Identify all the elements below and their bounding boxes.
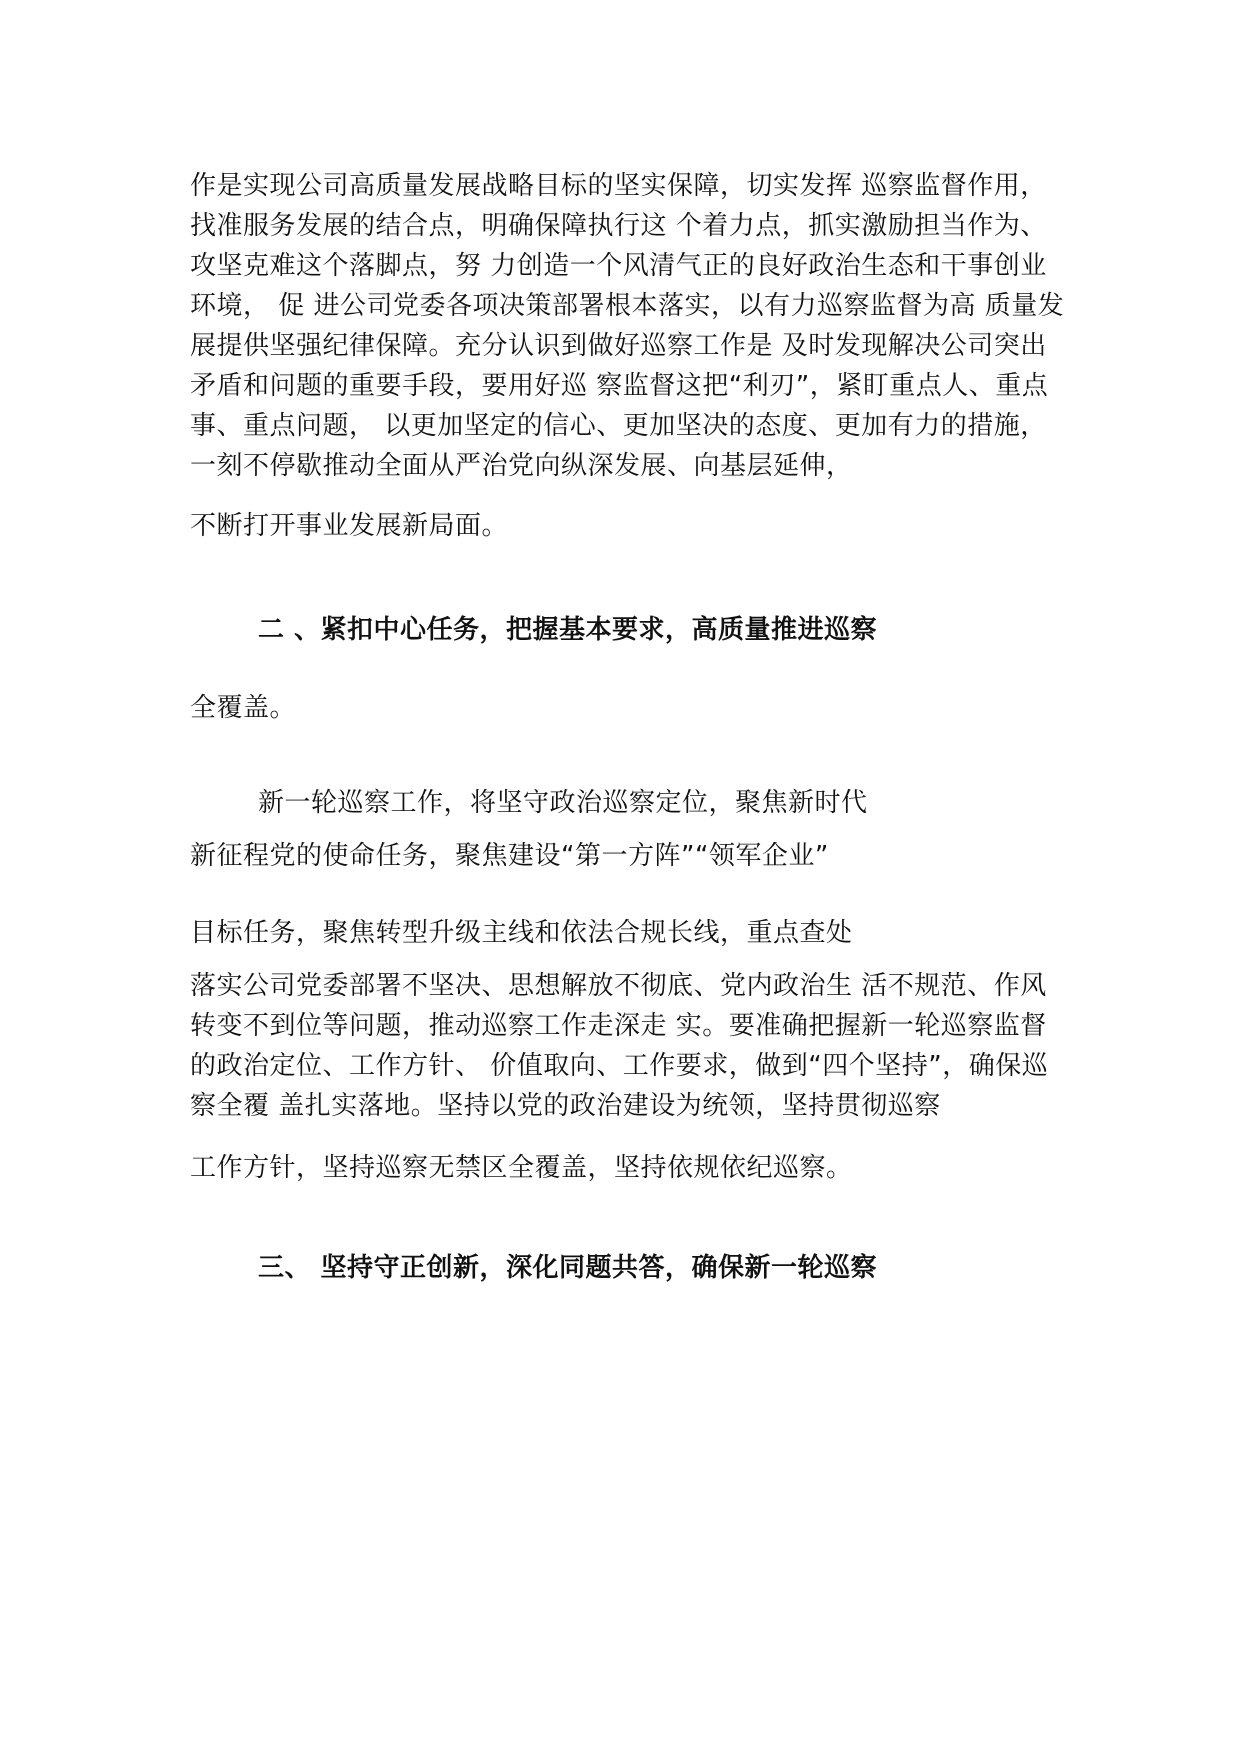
body-text-line: 一刻不停歇推动全面从严治党向纵深发展、向基层延伸， [190,451,853,481]
body-text-line: 作是实现公司高质量发展战略目标的坚实保障，切实发挥 巡察监督作用， [190,171,1047,201]
body-text-line: 落实公司党委部署不坚决、思想解放不彻底、党内政治生 活不规范、作风 [190,971,1047,1001]
body-text-line: 展提供坚强纪律保障。充分认识到做好巡察工作是 及时发现解决公司突出 [190,331,1047,361]
body-text-line: 矛盾和问题的重要手段，要用好巡 察监督这把“利刃”，紧盯重点人、重点 [190,371,1049,401]
body-text-line: 不断打开事业发展新局面。 [190,511,509,541]
body-text-line: 事、重点问题， 以更加坚定的信心、更加坚决的态度、更加有力的措施， [190,411,1047,441]
body-text-line: 目标任务，聚焦转型升级主线和依法合规长线，重点查处 [190,918,853,948]
body-text-line: 的政治定位、工作方针、 价值取向、工作要求，做到“四个坚持”，确保巡 [190,1051,1049,1081]
body-text-line: 新征程党的使命任务，聚焦建设“第一方阵”“领军企业” [190,841,829,871]
section-heading-continuation: 全覆盖。 [190,693,297,723]
body-text-line: 转变不到位等问题，推动巡察工作走深走 实。要准确把握新一轮巡察监督 [190,1011,1047,1041]
paragraph-first-line: 新一轮巡察工作，将坚守政治巡察定位，聚焦新时代 [258,788,868,818]
body-text-line: 工作方针，坚持巡察无禁区全覆盖，坚持依规依纪巡察。 [190,1153,853,1183]
body-text-line: 找准服务发展的结合点，明确保障执行这 个着力点，抓实激励担当作为、 [190,211,1047,241]
section-heading-3: 三、 坚持守正创新，深化同题共答，确保新一轮巡察 [258,1253,878,1283]
body-text-line: 环境， 促 进公司党委各项决策部署根本落实，以有力巡察监督为高 质量发 [190,291,1065,321]
body-text-line: 攻坚克难这个落脚点，努 力创造一个风清气正的良好政治生态和干事创业 [190,251,1047,281]
section-heading-2: 二 、紧扣中心任务，把握基本要求，高质量推进巡察 [258,615,878,645]
body-text-line: 察全覆 盖扎实落地。坚持以党的政治建设为统领，坚持贯彻巡察 [190,1091,941,1121]
